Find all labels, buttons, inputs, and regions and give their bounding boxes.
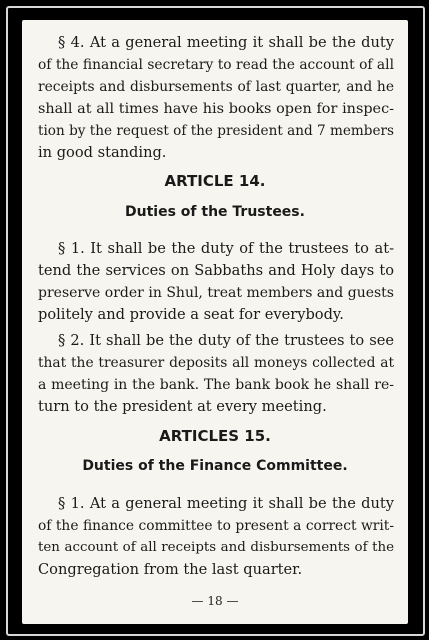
text-line: tion by the request of the president and 7 members xyxy=(38,123,395,139)
text-line: preserve order in Shul, treat members and guests xyxy=(38,285,394,301)
page-number: — 18 — xyxy=(191,594,239,608)
text-line: § 1. It shall be the duty of the trustees to at- xyxy=(58,240,394,257)
paragraph-article15-section1 xyxy=(38,493,394,581)
text-line: receipts and disbursements of last quarter, and he xyxy=(38,79,394,95)
article-14-subheading: Duties of the Trustees. xyxy=(125,204,305,220)
text-line: of the financial secretary to read the account of all xyxy=(38,57,394,73)
text-line: Congregation from the last quarter. xyxy=(38,561,303,578)
paragraph-article13-section4 xyxy=(38,32,394,164)
article-14-heading: ARTICLE 14. xyxy=(164,172,266,190)
text-line: ten account of all receipts and disbursements of the xyxy=(38,540,394,555)
article-15-heading: ARTICLES 15. xyxy=(159,427,271,445)
text-line: that the treasurer deposits all moneys collected at xyxy=(38,355,394,371)
text-line: in good standing. xyxy=(38,144,167,161)
document-page xyxy=(22,20,408,624)
text-line: § 4. At a general meeting it shall be the duty xyxy=(58,34,394,51)
text-line: turn to the president at every meeting. xyxy=(38,398,327,415)
text-line: politely and provide a seat for everybody. xyxy=(38,306,344,323)
text-line: § 2. It shall be the duty of the trustees to see xyxy=(58,332,394,349)
text-line: § 1. At a general meeting it shall be the duty xyxy=(58,495,394,512)
paragraph-article14-section1 xyxy=(38,238,394,326)
text-line: shall at all times have his books open for inspec- xyxy=(38,101,394,117)
text-line: tend the services on Sabbaths and Holy days to xyxy=(38,262,394,279)
article-15-subheading: Duties of the Finance Committee. xyxy=(82,458,348,474)
paragraph-article14-section2 xyxy=(38,330,394,418)
text-line: of the finance committee to present a correct writ- xyxy=(38,518,394,534)
text-line: a meeting in the bank. The bank book he shall re- xyxy=(38,377,394,393)
